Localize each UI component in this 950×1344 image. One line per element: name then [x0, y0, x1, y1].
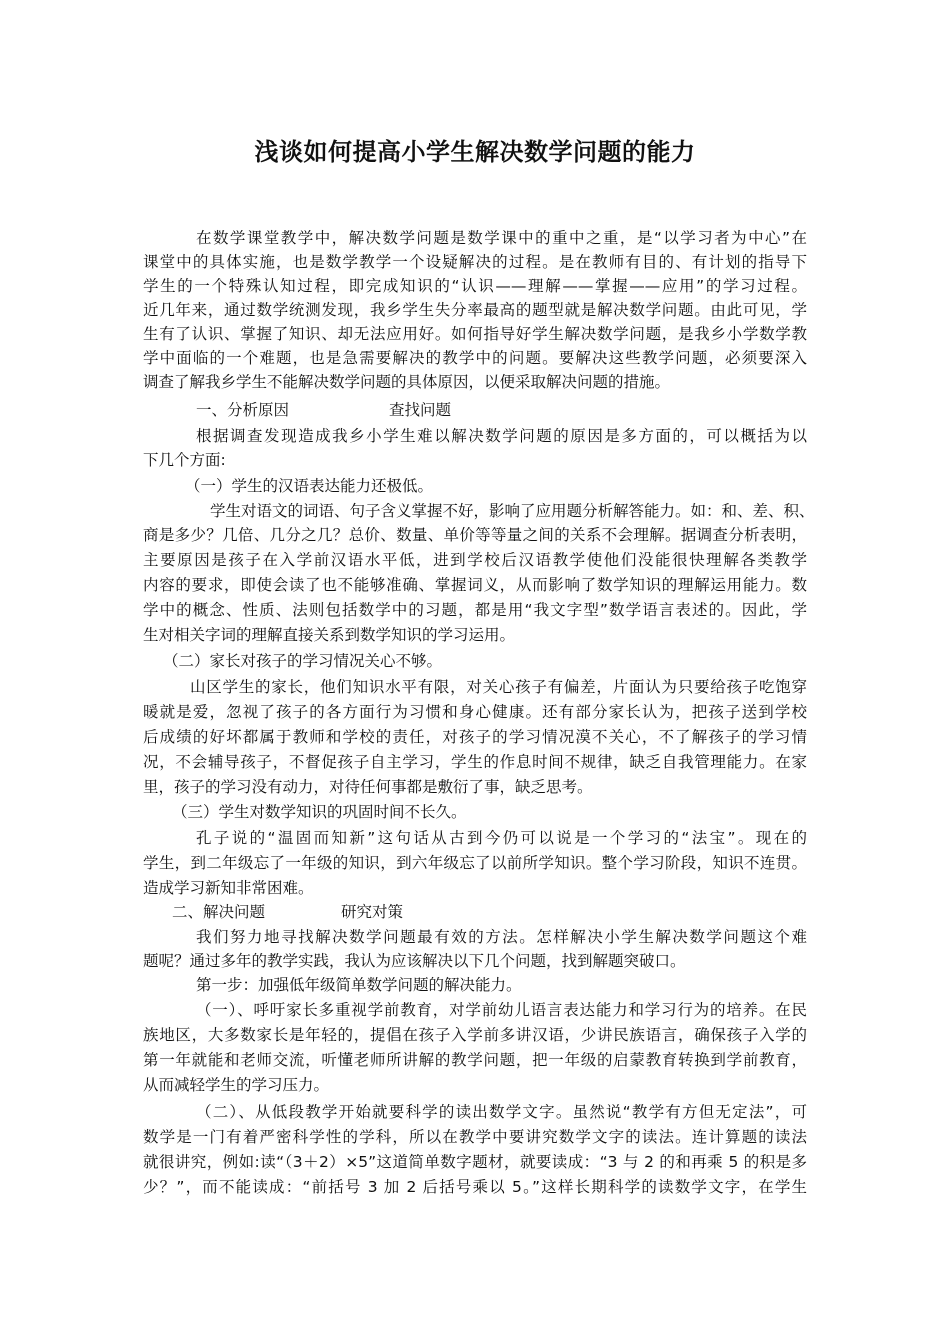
text-line: 题呢？通过多年的教学实践，我认为应该解决以下几个问题，找到解题突破口。 — [143, 952, 686, 970]
text-line: 生有了认识、掌握了知识、却无法应用好。如何指导好学生解决数学问题，是我乡小学数学教 — [143, 325, 807, 343]
text-line: 山区学生的家长，他们知识水平有限，对关心孩子有偏差，片面认为只要给孩子吃饱穿 — [190, 678, 807, 696]
text-line: 下几个方面: — [143, 451, 226, 469]
text-line: 少？”，而不能读成：“前括号 3 加 2 后括号乘以 5。”这样长期科学的读数学文字，在学生 — [143, 1178, 807, 1196]
text-line: 造成学习新知非常困难。 — [143, 879, 314, 897]
text-line: 内容的要求，即使会读了也不能够准确、掌握词义，从而影响了数学知识的理解运用能力。数 — [143, 576, 807, 594]
subsection-heading: （三）学生对数学知识的巩固时间不长久。 — [172, 803, 467, 821]
text-line: 数学是一门有着严密科学性的学科，所以在教学中要讲究数学文字的读法。连计算题的读法 — [143, 1128, 807, 1146]
text-line: （一）、呼吁家长多重视学前教育，对学前幼儿语言表达能力和学习行为的培养。在民 — [196, 1001, 807, 1019]
text-line: 况，不会辅导孩子，不督促孩子自主学习，学生的作息时间不规律，缺乏自我管理能力。在家 — [143, 753, 807, 771]
section-heading-part: 一、分析原因 — [196, 401, 290, 419]
text-line: 族地区，大多数家长是年轻的，提倡在孩子入学前多讲汉语，少讲民族语言，确保孩子入学的 — [143, 1026, 807, 1044]
text-line: 学中的概念、性质、法则包括数学中的习题，都是用“我文字型”数学语言表述的。因此，学 — [143, 601, 807, 619]
text-line: 孔子说的“温固而知新”这句话从古到今仍可以说是一个学习的“法宝”。现在的 — [196, 829, 807, 847]
text-line: 里，孩子的学习没有动力，对待任何事都是敷衍了事，缺乏思考。 — [143, 778, 593, 796]
section-heading-part: 研究对策 — [341, 903, 404, 921]
text-line: 生对相关字词的理解直接关系到数学知识的学习运用。 — [143, 626, 516, 644]
text-line: 就很讲究，例如:读“（3＋2）×5”这道简单数字题材，就要读成：“3 与 2 的和再乘 5 的积是多 — [143, 1153, 807, 1171]
text-line: 暖就是爱，忽视了孩子的各方面行为习惯和身心健康。还有部分家长认为，把孩子送到学校 — [143, 703, 807, 721]
text-line: 后成绩的好坏都属于教师和学校的责任，对孩子的学习情况漠不关心，不了解孩子的学习情 — [143, 728, 807, 746]
text-line: 主要原因是孩子在入学前汉语水平低，进到学校后汉语教学使他们没能很快理解各类教学 — [143, 551, 807, 569]
subsection-heading: （二）家长对孩子的学习情况关心不够。 — [163, 652, 443, 670]
text-line: 调查了解我乡学生不能解决数学问题的具体原因，以便采取解决问题的措施。 — [143, 373, 671, 391]
text-line: 我们努力地寻找解决数学问题最有效的方法。怎样解决小学生解决数学问题这个难 — [196, 928, 807, 946]
text-line: 学生，到二年级忘了一年级的知识，到六年级忘了以前所学知识。整个学习阶段，知识不连贯。 — [143, 854, 807, 872]
text-line: 从而减轻学生的学习压力。 — [143, 1076, 330, 1094]
section-heading-part: 二、解决问题 — [172, 903, 266, 921]
text-line: 学中面临的一个难题，也是急需要解决的教学中的问题。要解决这些教学问题，必须要深入 — [143, 349, 807, 367]
text-line: 商是多少？几倍、几分之几？总价、数量、单价等等量之间的关系不会理解。据调查分析表明， — [143, 526, 807, 544]
text-line: 在数学课堂教学中，解决数学问题是数学课中的重中之重，是“以学习者为中心”在 — [196, 229, 807, 247]
subsection-heading: （一）学生的汉语表达能力还极低。 — [185, 477, 434, 495]
text-line: 近几年来，通过数学统测发现，我乡学生失分率最高的题型就是解决数学问题。由此可见，学 — [143, 301, 807, 319]
section-heading — [196, 398, 451, 422]
text-line: 课堂中的具体实施，也是数学教学一个设疑解决的过程。是在教师有目的、有计划的指导下 — [143, 253, 807, 271]
text-line: 根据调查发现造成我乡小学生难以解决数学问题的原因是多方面的，可以概括为以 — [196, 427, 807, 445]
section-heading-part: 查找问题 — [389, 401, 452, 419]
text-line: 第一年就能和老师交流，听懂老师所讲解的教学问题，把一年级的启蒙教育转换到学前教育， — [143, 1051, 807, 1069]
document-title: 浅谈如何提高小学生解决数学问题的能力 — [254, 138, 696, 166]
text-line: 学生的一个特殊认知过程，即完成知识的“认识——理解——掌握——应用”的学习过程。 — [143, 277, 807, 295]
step-heading: 第一步：加强低年级简单数学问题的解决能力。 — [196, 976, 522, 994]
text-line: （二）、从低段教学开始就要科学的读出数学文字。虽然说“教学有方但无定法”，可 — [196, 1103, 807, 1121]
section-heading — [172, 900, 403, 924]
text-line: 学生对语文的词语、句子含义掌握不好，影响了应用题分析解答能力。如：和、差、积、 — [210, 502, 815, 520]
